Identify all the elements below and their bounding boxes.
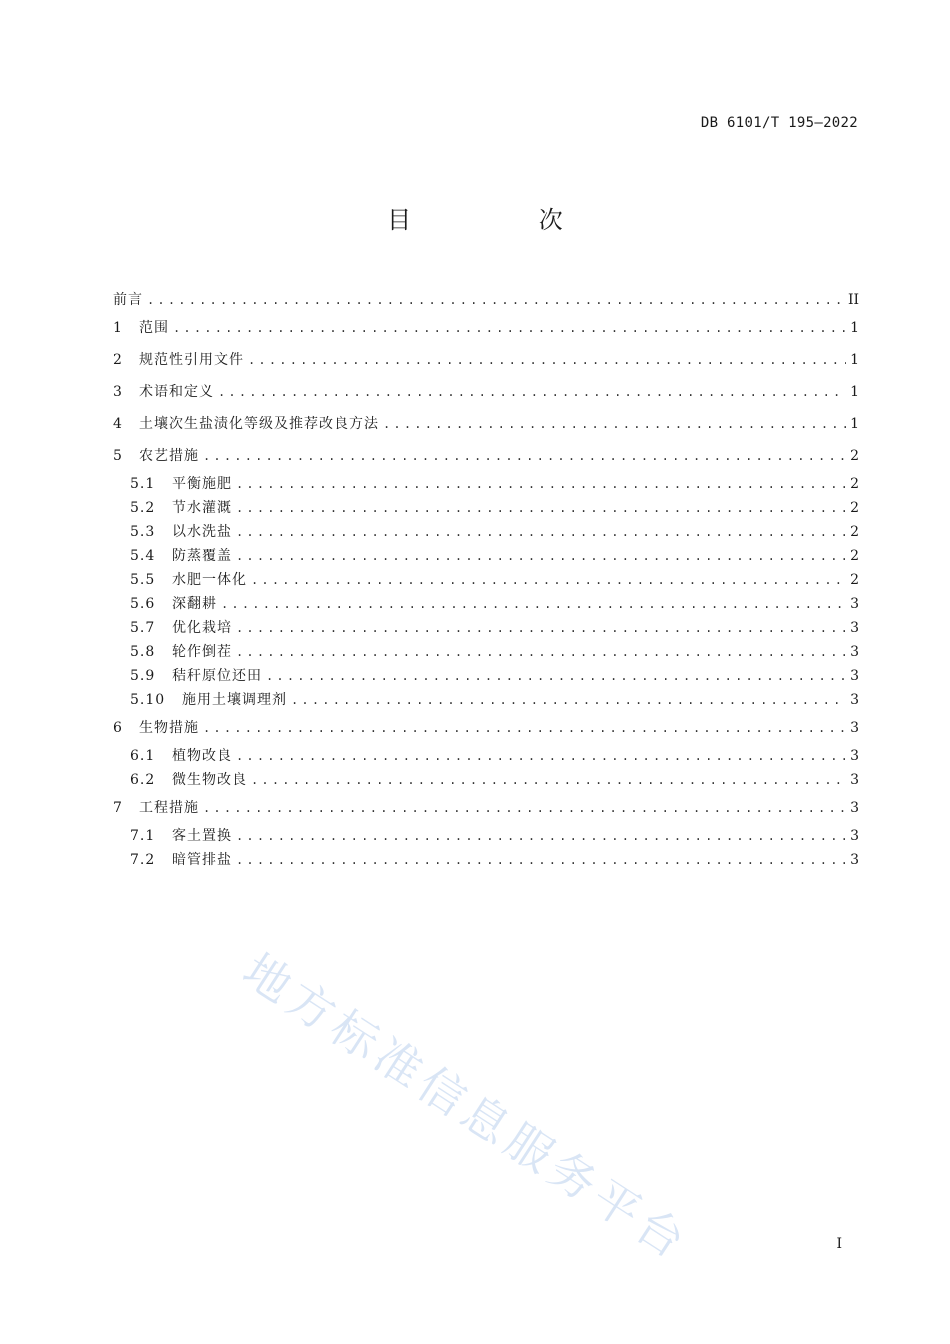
- toc-entry[interactable]: [113, 288, 859, 312]
- toc-entry[interactable]: [113, 544, 859, 568]
- toc-entry-page: 3: [850, 828, 859, 844]
- toc-entry-number: 5.5: [130, 572, 156, 588]
- toc-entry-label: 规范性引用文件: [139, 352, 244, 368]
- toc-entry-page: 1: [850, 320, 859, 336]
- toc-dot-leader: [236, 472, 846, 496]
- toc-dot-leader: [203, 792, 846, 824]
- toc-dot-leader: [248, 344, 846, 376]
- toc-entry-label: 生物措施: [139, 720, 199, 736]
- toc-entry-label: 深翻耕: [172, 596, 217, 612]
- toc-entry-number: 5.6: [130, 596, 156, 612]
- toc-entry-page: 3: [850, 596, 859, 612]
- toc-entry[interactable]: [113, 344, 859, 376]
- toc-dot-leader: [236, 544, 846, 568]
- toc-entry-page: 2: [850, 448, 859, 464]
- toc-entry[interactable]: [113, 496, 859, 520]
- toc-dot-leader: [236, 640, 846, 664]
- toc-entry-page: 3: [850, 748, 859, 764]
- toc-entry-page: 3: [850, 692, 859, 708]
- toc-entry[interactable]: [113, 688, 859, 712]
- toc-entry-page: 3: [850, 644, 859, 660]
- toc-entry[interactable]: [113, 312, 859, 344]
- toc-entry-number: 5: [113, 448, 122, 464]
- toc-entry-label: 水肥一体化: [172, 572, 247, 588]
- toc-entry-number: 7.2: [130, 852, 156, 868]
- toc-entry-label: 土壤次生盐渍化等级及推荐改良方法: [139, 416, 379, 432]
- toc-entry[interactable]: [113, 408, 859, 440]
- toc-entry-label: 施用土壤调理剂: [182, 692, 287, 708]
- toc-dot-leader: [236, 744, 846, 768]
- toc-entry-label: 平衡施肥: [172, 476, 232, 492]
- toc-dot-leader: [236, 496, 846, 520]
- document-code: DB 6101/T 195—2022: [700, 115, 858, 131]
- toc-entry[interactable]: [113, 520, 859, 544]
- toc-entry[interactable]: [113, 712, 859, 744]
- toc-entry-number: 3: [113, 384, 122, 400]
- toc-entry[interactable]: [113, 824, 859, 848]
- toc-entry-number: 5.10: [130, 692, 166, 708]
- toc-entry-label: 工程措施: [139, 800, 199, 816]
- toc-entry[interactable]: [113, 792, 859, 824]
- toc-entry-label: 暗管排盐: [172, 852, 232, 868]
- toc-entry[interactable]: [113, 640, 859, 664]
- toc-entry-page: 1: [850, 352, 859, 368]
- toc-entry-label: 优化栽培: [172, 620, 232, 636]
- toc-dot-leader: [221, 592, 846, 616]
- toc-dot-leader: [236, 616, 846, 640]
- toc-entry-page: 1: [850, 416, 859, 432]
- toc-entry-number: 7: [113, 800, 122, 816]
- table-of-contents: [113, 288, 859, 872]
- toc-entry-page: 2: [850, 476, 859, 492]
- toc-dot-leader: [236, 520, 846, 544]
- toc-entry-label: 微生物改良: [172, 772, 247, 788]
- toc-entry-label: 前言: [113, 292, 143, 308]
- toc-dot-leader: [203, 440, 846, 472]
- toc-entry-label: 防蒸覆盖: [172, 548, 232, 564]
- toc-dot-leader: [147, 288, 844, 312]
- toc-entry-label: 植物改良: [172, 748, 232, 764]
- toc-entry[interactable]: [113, 568, 859, 592]
- toc-entry[interactable]: [113, 848, 859, 872]
- toc-entry-page: 2: [850, 524, 859, 540]
- toc-dot-leader: [236, 824, 846, 848]
- toc-entry[interactable]: [113, 472, 859, 496]
- toc-entry-number: 4: [113, 416, 122, 432]
- toc-entry-label: 范围: [139, 320, 169, 336]
- toc-entry-number: 1: [113, 320, 122, 336]
- toc-entry-label: 以水洗盐: [172, 524, 232, 540]
- toc-dot-leader: [251, 568, 846, 592]
- toc-entry-number: 7.1: [130, 828, 156, 844]
- page-number: I: [836, 1236, 842, 1252]
- toc-entry-page: 2: [850, 500, 859, 516]
- toc-entry-page: 3: [850, 852, 859, 868]
- toc-dot-leader: [218, 376, 846, 408]
- toc-entry-page: 2: [850, 548, 859, 564]
- toc-entry[interactable]: [113, 592, 859, 616]
- toc-entry[interactable]: [113, 744, 859, 768]
- toc-entry-number: 6: [113, 720, 122, 736]
- toc-entry-label: 农艺措施: [139, 448, 199, 464]
- toc-entry-number: 5.7: [130, 620, 156, 636]
- toc-entry-number: 2: [113, 352, 122, 368]
- toc-entry-number: 5.1: [130, 476, 156, 492]
- toc-entry-label: 秸秆原位还田: [172, 668, 262, 684]
- toc-entry-number: 5.9: [130, 668, 156, 684]
- toc-entry[interactable]: [113, 664, 859, 688]
- toc-entry-page: II: [847, 292, 859, 308]
- toc-entry-number: 6.2: [130, 772, 156, 788]
- watermark: 地方标准信息服务平台: [233, 942, 700, 1272]
- toc-dot-leader: [203, 712, 846, 744]
- toc-dot-leader: [251, 768, 846, 792]
- toc-entry-page: 2: [850, 572, 859, 588]
- toc-entry-label: 节水灌溉: [172, 500, 232, 516]
- toc-entry-number: 6.1: [130, 748, 156, 764]
- toc-dot-leader: [236, 848, 846, 872]
- toc-entry-page: 3: [850, 620, 859, 636]
- toc-entry-label: 轮作倒茬: [172, 644, 232, 660]
- toc-entry-number: 5.2: [130, 500, 156, 516]
- toc-entry-page: 3: [850, 720, 859, 736]
- toc-entry-label: 客土置换: [172, 828, 232, 844]
- toc-entry[interactable]: [113, 376, 859, 408]
- toc-entry-page: 3: [850, 668, 859, 684]
- toc-entry-page: 3: [850, 800, 859, 816]
- toc-dot-leader: [383, 408, 846, 440]
- toc-entry-number: 5.3: [130, 524, 156, 540]
- toc-entry-page: 3: [850, 772, 859, 788]
- toc-dot-leader: [173, 312, 846, 344]
- toc-entry-number: 5.8: [130, 644, 156, 660]
- toc-entry-number: 5.4: [130, 548, 156, 564]
- toc-title: 目 次: [387, 206, 623, 234]
- toc-dot-leader: [291, 688, 846, 712]
- toc-entry-label: 术语和定义: [139, 384, 214, 400]
- toc-dot-leader: [266, 664, 846, 688]
- toc-entry-page: 1: [850, 384, 859, 400]
- toc-entry[interactable]: [113, 768, 859, 792]
- toc-entry[interactable]: [113, 440, 859, 472]
- toc-entry[interactable]: [113, 616, 859, 640]
